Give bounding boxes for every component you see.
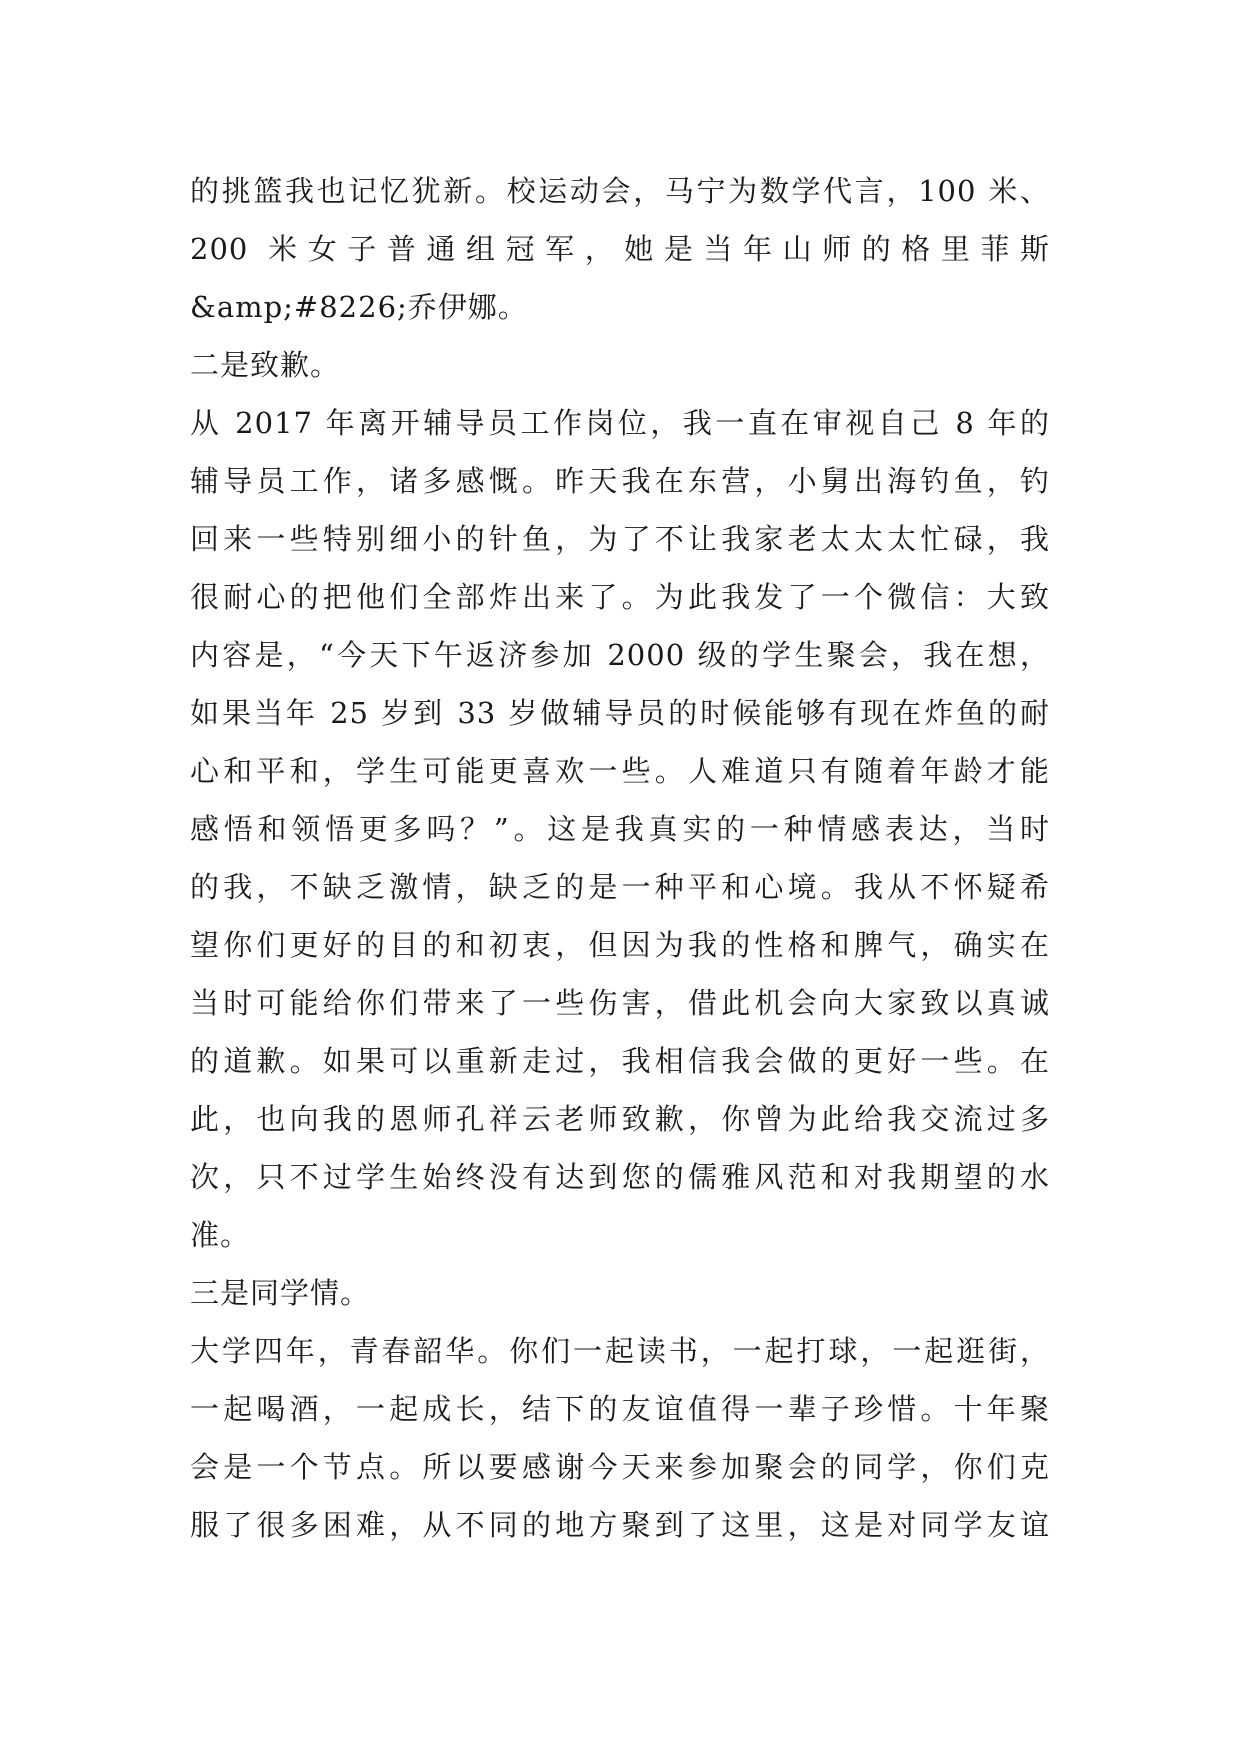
text-line: 辅导员工作，诸多感慨。昨天我在东营，小舅出海钓鱼，钓 bbox=[190, 464, 1050, 498]
text-line: 会是一个节点。所以要感谢今天来参加聚会的同学，你们克 bbox=[190, 1450, 1050, 1484]
text-line: 内容是，“今天下午返济参加 2000 级的学生聚会，我在想， bbox=[190, 638, 1050, 672]
body-text bbox=[190, 162, 1050, 1554]
text-line: 当时可能给你们带来了一些伤害，借此机会向大家致以真诚 bbox=[190, 986, 1050, 1020]
text-line: 此，也向我的恩师孔祥云老师致歉，你曾为此给我交流过多 bbox=[190, 1102, 1050, 1136]
text-line: 的挑篮我也记忆犹新。校运动会，马宁为数学代言，100 米、 bbox=[190, 174, 1050, 208]
text-line: 回来一些特别细小的针鱼，为了不让我家老太太太忙碌，我 bbox=[190, 522, 1050, 556]
text-line: &amp;#8226;乔伊娜。 bbox=[190, 290, 528, 324]
section-heading: 二是致歉。 bbox=[190, 348, 341, 382]
text-line: 的我，不缺乏激情，缺乏的是一种平和心境。我从不怀疑希 bbox=[190, 870, 1050, 904]
text-line: 如果当年 25 岁到 33 岁做辅导员的时候能够有现在炸鱼的耐 bbox=[190, 696, 1050, 730]
section-heading: 三是同学情。 bbox=[190, 1276, 371, 1310]
text-line: 服了很多困难，从不同的地方聚到了这里，这是对同学友谊 bbox=[190, 1508, 1050, 1542]
text-line: 一起喝酒，一起成长，结下的友谊值得一辈子珍惜。十年聚 bbox=[190, 1392, 1050, 1426]
text-line: 大学四年，青春韶华。你们一起读书，一起打球，一起逛街， bbox=[190, 1334, 1050, 1368]
text-line: 准。 bbox=[190, 1218, 251, 1252]
text-line: 心和平和，学生可能更喜欢一些。人难道只有随着年龄才能 bbox=[190, 754, 1050, 788]
text-line: 望你们更好的目的和初衷，但因为我的性格和脾气，确实在 bbox=[190, 928, 1050, 962]
text-line: 从 2017 年离开辅导员工作岗位，我一直在审视自己 8 年的 bbox=[190, 406, 1050, 440]
text-line: 200 米女子普通组冠军，她是当年山师的格里菲斯 bbox=[190, 232, 1050, 266]
text-line: 很耐心的把他们全部炸出来了。为此我发了一个微信：大致 bbox=[190, 580, 1050, 614]
text-line: 感悟和领悟更多吗？”。这是我真实的一种情感表达，当时 bbox=[190, 812, 1050, 846]
text-line: 的道歉。如果可以重新走过，我相信我会做的更好一些。在 bbox=[190, 1044, 1050, 1078]
text-line: 次，只不过学生始终没有达到您的儒雅风范和对我期望的水 bbox=[190, 1160, 1050, 1194]
